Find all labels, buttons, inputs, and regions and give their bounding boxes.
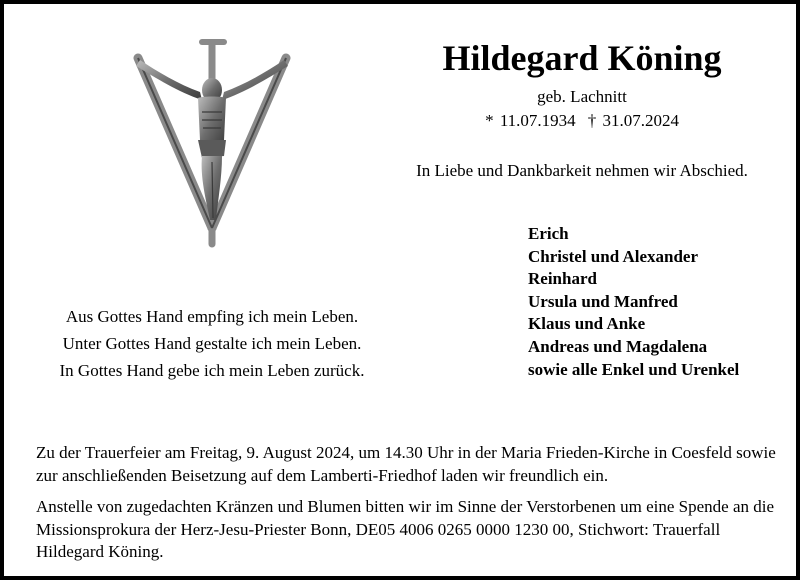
mourner-entry: sowie alle Enkel und Urenkel <box>528 359 740 379</box>
donation-info-paragraph: Anstelle von zugedachten Kränzen und Blumen bitten wir im Sinne der Verstorbenen um eine Spende an die Missionsprokura der Herz-Jesu-Priester Bonn, DE05 4006 0265 0000 1230 00, Stichwort: Trauerfall Hildegard Köning. <box>36 497 775 561</box>
birth-date: * 11.07.1934 <box>485 111 576 130</box>
deceased-name: Hildegard Köning <box>442 38 722 78</box>
verse-block <box>34 303 390 384</box>
mourner-entry: Reinhard <box>528 269 597 289</box>
funeral-info-paragraph: Zu der Trauerfeier am Freitag, 9. August 2024, um 14.30 Uhr in der Maria Frieden-Kirche in Coesfeld sowie zur anschließenden Beisetzung auf dem Lamberti-Friedhof laden wir freundlich ein. <box>36 443 776 485</box>
mourners-list <box>528 223 739 381</box>
death-date: † 31.07.2024 <box>587 111 679 130</box>
mourner-entry: Christel und Alexander <box>528 246 699 266</box>
mourner-entry: Erich <box>528 224 569 243</box>
maiden-name: geb. Lachnitt <box>537 87 627 106</box>
life-dates <box>404 110 760 132</box>
verse-line: In Gottes Hand gebe ich mein Leben zurück. <box>59 361 365 380</box>
crucifix-icon <box>128 32 298 254</box>
farewell-line: In Liebe und Dankbarkeit nehmen wir Abschied. <box>416 161 748 180</box>
mourner-entry: Klaus und Anke <box>528 314 646 334</box>
mourner-entry: Andreas und Magdalena <box>528 336 708 356</box>
mourner-entry: Ursula und Manfred <box>528 291 678 311</box>
verse-line: Aus Gottes Hand empfing ich mein Leben. <box>65 307 359 326</box>
verse-line: Unter Gottes Hand gestalte ich mein Leben. <box>62 334 362 353</box>
